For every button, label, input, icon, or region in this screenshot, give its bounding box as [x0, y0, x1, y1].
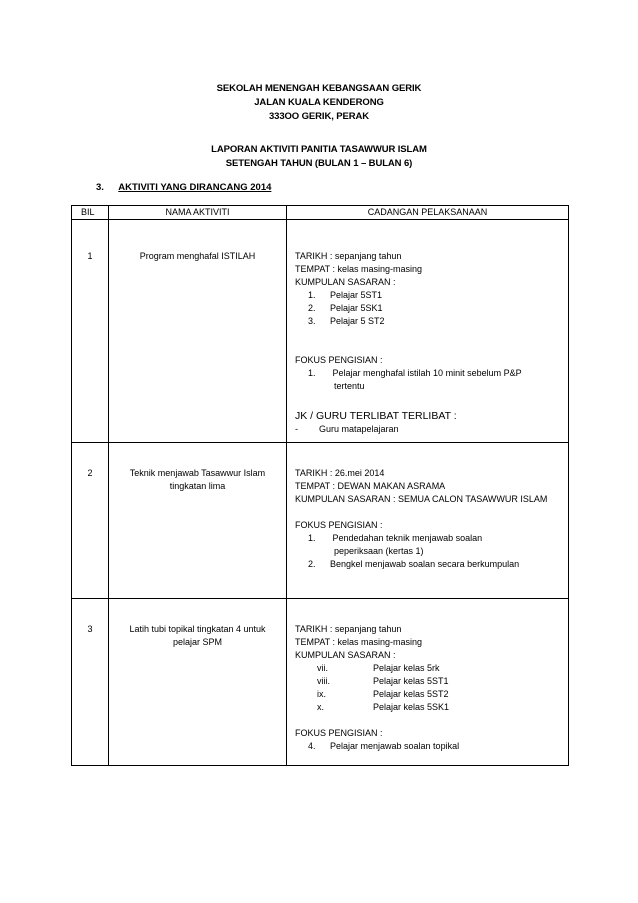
school-town: 333OO GERIK, PERAK — [268, 111, 370, 122]
fokus-list — [295, 532, 564, 571]
col-header-cadangan: CADANGAN PELAKSANAAN — [287, 206, 569, 220]
table-row — [72, 443, 569, 599]
section-title: AKTIVITI YANG DIRANCANG 2014 — [118, 182, 272, 193]
row-activity-name: Teknik menjawab Tasawwur Islam tingkatan lima — [109, 443, 287, 599]
row-activity-name: Program menghafal ISTILAH — [109, 220, 287, 443]
row-activity-name: Latih tubi topikal tingkatan 4 untuk pelajar SPM — [109, 599, 287, 766]
tempat-text: TEMPAT : DEWAN MAKAN ASRAMA — [295, 481, 446, 491]
row-bil: 2 — [72, 443, 109, 599]
list-item: ix. Pelajar kelas 5ST2 — [317, 689, 449, 699]
kumpulan-text: KUMPULAN SASARAN : SEMUA CALON TASAWWUR ISLAM — [295, 494, 548, 504]
list-item: 2. Bengkel menjawab soalan secara berkumpulan — [308, 559, 520, 569]
jk-item: Guru matapelajaran — [319, 424, 399, 434]
table-header-row — [72, 206, 569, 220]
list-item: 2. Pelajar 5SK1 — [308, 303, 383, 313]
report-title: LAPORAN AKTIVITI PANITIA TASAWWUR ISLAM — [211, 144, 427, 155]
fokus-text: FOKUS PENGISIAN : — [295, 520, 383, 530]
fokus-list — [295, 367, 564, 393]
jk-text: JK / GURU TERLIBAT TERLIBAT : — [295, 410, 457, 422]
tarikh-text: TARIKH : sepanjang tahun — [295, 624, 402, 634]
fokus-list — [295, 740, 564, 753]
list-item: 4. Pelajar menjawab soalan topikal — [308, 741, 460, 751]
dash-bullet: - — [295, 424, 298, 434]
document-header — [0, 82, 638, 171]
kumpulan-text: KUMPULAN SASARAN : — [295, 277, 396, 287]
tempat-text: TEMPAT : kelas masing-masing — [295, 264, 423, 274]
row-implementation — [287, 220, 569, 443]
table-row — [72, 220, 569, 443]
activities-table — [71, 205, 569, 766]
section-number: 3. — [96, 182, 104, 193]
tempat-text: TEMPAT : kelas masing-masing — [295, 637, 423, 647]
tarikh-text: TARIKH : sepanjang tahun — [295, 251, 402, 261]
row-bil: 1 — [72, 220, 109, 443]
list-item — [295, 423, 564, 436]
fokus-text: FOKUS PENGISIAN : — [295, 355, 383, 365]
target-list — [295, 662, 564, 714]
row-implementation — [287, 599, 569, 766]
tarikh-text: TARIKH : 26.mei 2014 — [295, 468, 385, 478]
list-item: 1. Pelajar 5ST1 — [308, 290, 383, 300]
report-period: SETENGAH TAHUN (BULAN 1 – BULAN 6) — [225, 158, 413, 169]
row-implementation — [287, 443, 569, 599]
fokus-text: FOKUS PENGISIAN : — [295, 728, 383, 738]
school-name: SEKOLAH MENENGAH KEBANGSAAN GERIK — [216, 83, 422, 94]
list-item-continuation: peperiksaan (kertas 1) — [334, 546, 424, 556]
list-item: 1. Pelajar menghafal istilah 10 minit sebelum P&P — [308, 368, 522, 378]
list-item-continuation: tertentu — [334, 381, 365, 391]
section-heading — [96, 181, 271, 195]
table-row — [72, 599, 569, 766]
school-road: JALAN KUALA KENDERONG — [254, 97, 384, 108]
list-item: 1. Pendedahan teknik menjawab soalan — [308, 533, 483, 543]
list-item: viii. Pelajar kelas 5ST1 — [317, 676, 449, 686]
col-header-nama: NAMA AKTIVITI — [109, 206, 287, 220]
list-item: 3. Pelajar 5 ST2 — [308, 316, 385, 326]
list-item: x. Pelajar kelas 5SK1 — [317, 702, 450, 712]
list-item: vii. Pelajar kelas 5rk — [317, 663, 440, 673]
kumpulan-text: KUMPULAN SASARAN : — [295, 650, 396, 660]
target-list — [295, 289, 564, 328]
col-header-bil: BIL — [72, 206, 109, 220]
row-bil: 3 — [72, 599, 109, 766]
